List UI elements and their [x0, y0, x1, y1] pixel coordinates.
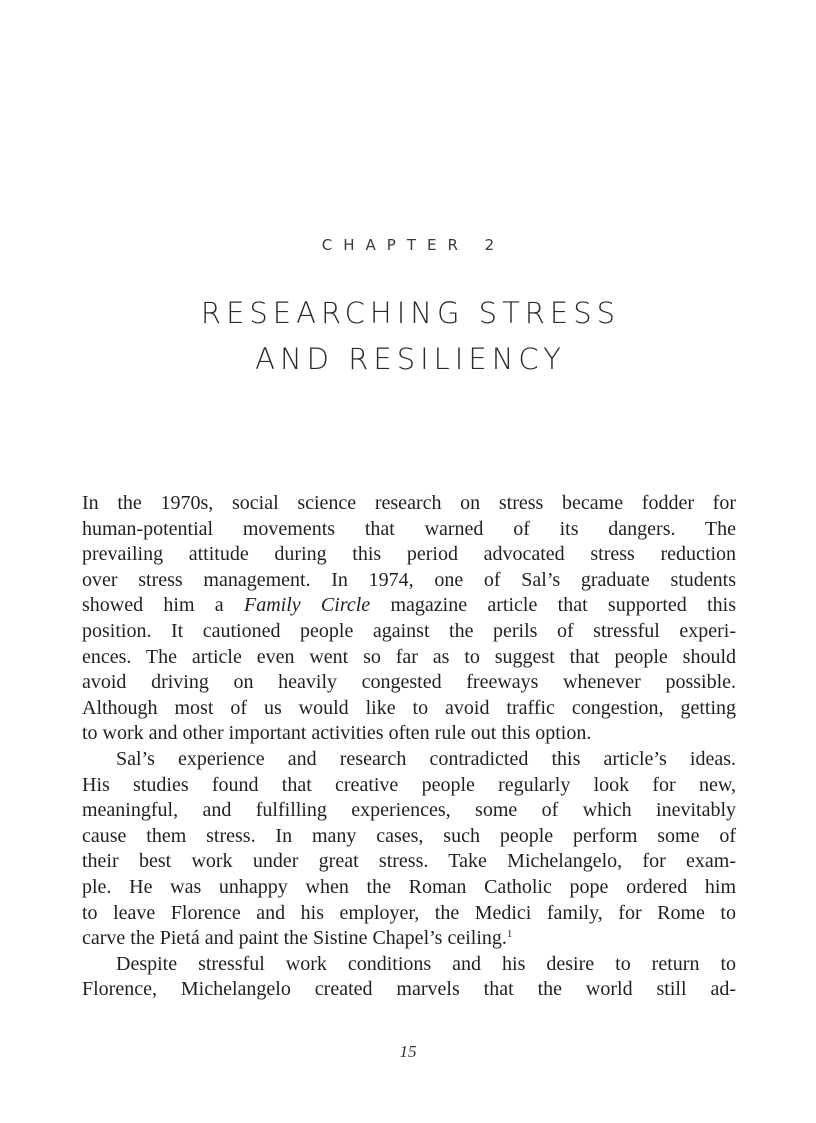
- text-line: cause them stress. In many cases, such people perform some of: [82, 824, 736, 847]
- text-segment: magazine article that supported this: [370, 594, 737, 617]
- text-line: their best work under great stress. Take Michelangelo, for exam-: [82, 850, 736, 873]
- text-line: avoid driving on heavily congested freeways whenever possible.: [82, 671, 736, 694]
- chapter-title-line-2: AND RESILIENCY: [255, 342, 566, 376]
- text-line: prevailing attitude during this period advocated stress reduction: [82, 543, 736, 566]
- page-number: 15: [399, 1042, 417, 1061]
- text-line: Although most of us would like to avoid traffic congestion, getting: [82, 696, 736, 719]
- footnote-marker: 1: [506, 928, 513, 941]
- text-segment: showed him a: [82, 594, 244, 617]
- text-line: human-potential movements that warned of its dangers. The: [82, 517, 736, 540]
- text-line: Sal’s experience and research contradicted this article’s ideas.: [116, 747, 736, 770]
- text-line: meaningful, and fulfilling experiences, some of which inevitably: [82, 799, 736, 822]
- body-text: [82, 491, 736, 1003]
- text-line: over stress management. In 1974, one of Sal’s graduate students: [82, 568, 736, 591]
- text-line: Despite stressful work conditions and his desire to return to: [116, 952, 736, 975]
- paragraph-1: [82, 491, 736, 747]
- text-line: ences. The article even went so far as to suggest that people should: [82, 645, 736, 668]
- text-line: ple. He was unhappy when the Roman Catholic pope ordered him: [82, 875, 736, 898]
- text-line: to leave Florence and his employer, the Medici family, for Rome to: [82, 901, 736, 924]
- chapter-title: [0, 290, 816, 382]
- text-line: to work and other important activities often rule out this option.: [82, 722, 592, 745]
- paragraph-2: [82, 747, 736, 952]
- text-line: In the 1970s, social science research on stress became fodder for: [82, 492, 736, 514]
- chapter-title-line-1: RESEARCHING STRESS: [200, 296, 621, 330]
- paragraph-3: [82, 952, 736, 1003]
- magazine-title: Family Circle: [243, 594, 371, 617]
- text-line: Florence, Michelangelo created marvels that the world still ad-: [82, 978, 736, 1001]
- chapter-label: CHAPTER 2: [321, 236, 506, 254]
- text-line: His studies found that creative people regularly look for new,: [82, 773, 736, 796]
- text-line: [82, 926, 736, 952]
- text-line: [82, 593, 736, 619]
- text-segment: carve the Pietá and paint the Sistine Chapel’s ceiling.: [82, 927, 507, 950]
- text-line: position. It cautioned people against the perils of stressful experi-: [82, 619, 736, 642]
